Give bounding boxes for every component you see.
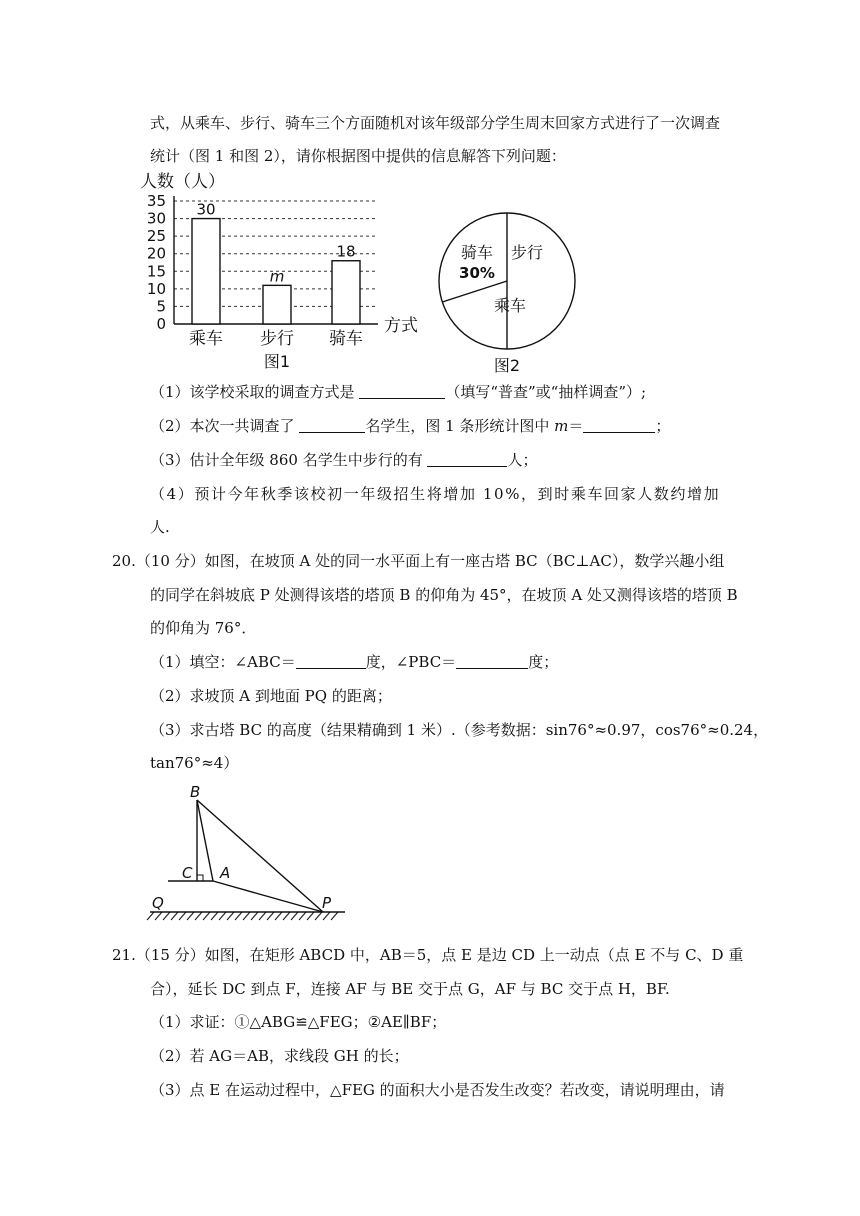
point-c-label: C — [182, 864, 193, 882]
slice-value-label: 30% — [459, 264, 495, 282]
answer-blank[interactable] — [359, 384, 445, 399]
bar — [192, 219, 220, 324]
q21-line-2: 合），延长 DC 到点 F，连接 AF 与 BE 交于点 G，AF 与 BC 交于点 H，BF. — [150, 980, 670, 998]
y-tick-label: 35 — [146, 192, 166, 210]
ground-hatch — [211, 912, 218, 920]
q19-part-2: （2）本次一共调查了 名学生，图 1 条形统计图中 m＝ ； — [150, 417, 671, 435]
y-tick-label: 10 — [146, 279, 166, 298]
y-axis-label: 人数（人） — [140, 172, 225, 192]
ground-hatch — [267, 912, 274, 920]
ground-hatch — [331, 912, 338, 920]
y-tick-label: 0 — [156, 315, 166, 333]
q21-line-1: 21.（15 分）如图，在矩形 ABCD 中，AB＝5，点 E 是边 CD 上一动点（点 E 不与 C、D 重 — [112, 946, 744, 964]
ground-hatch — [171, 912, 178, 920]
bar-chart-figure-1 — [140, 168, 430, 378]
ground-hatch — [299, 912, 306, 920]
chart-title: 图2 — [493, 356, 521, 375]
point-p-label: P — [322, 894, 332, 912]
chart-title: 图1 — [263, 352, 291, 371]
category-label: 骑车 — [329, 329, 363, 349]
q20-part-1: （1）填空：∠ABC＝ 度，∠PBC＝ 度； — [150, 653, 559, 671]
pie-chart-figure-2 — [430, 205, 590, 380]
q20-line-1: 20.（10 分）如图，在坡顶 A 处的同一水平面上有一座古塔 BC（BC⊥AC），数学兴趣小组 — [112, 552, 725, 570]
answer-blank[interactable] — [583, 418, 655, 433]
ground-hatch — [259, 912, 266, 920]
category-label: 步行 — [260, 329, 294, 349]
q21-part-1: （1）求证：①△ABG≌△FEG；②AE∥BF； — [150, 1013, 447, 1031]
y-tick-label: 5 — [156, 297, 166, 316]
q20-part-3a: （3）求古塔 BC 的高度（结果精确到 1 米）.（参考数据：sin76°≈0.97，cos76°≈0.24， — [150, 721, 769, 739]
y-tick-label: 25 — [146, 227, 166, 246]
ground-hatch — [291, 912, 298, 920]
y-tick-label: 15 — [146, 262, 166, 281]
ground-hatch — [275, 912, 282, 920]
ground-hatch — [187, 912, 194, 920]
ground-hatch — [243, 912, 250, 920]
q19-part-1: （1）该学校采取的调查方式是 （填写“普查”或“抽样调查”）; — [150, 383, 647, 401]
intro-line-2: 统计（图 1 和图 2），请你根据图中提供的信息解答下列问题： — [150, 147, 566, 165]
bar — [263, 285, 291, 324]
data-label: 18 — [336, 242, 356, 261]
ground-hatch — [235, 912, 242, 920]
q19-part-3: （3）估计全年级 860 名学生中步行的有 人； — [150, 451, 538, 469]
slice-label: 骑车 — [460, 243, 494, 262]
bar — [332, 261, 360, 324]
answer-blank[interactable] — [427, 452, 507, 467]
ground-hatch — [323, 912, 330, 920]
data-label: 30 — [196, 200, 216, 219]
q21-part-3: （3）点 E 在运动过程中，△FEG 的面积大小是否发生改变？若改变，请说明理由，请 — [150, 1081, 725, 1099]
ground-hatch — [179, 912, 186, 920]
ground-hatch — [251, 912, 258, 920]
point-a-label: A — [220, 864, 231, 882]
q20-part-2: （2）求坡顶 A 到地面 PQ 的距离； — [150, 687, 392, 705]
ground-hatch — [155, 912, 162, 920]
slice-label: 乘车 — [493, 296, 527, 315]
data-label: m — [269, 267, 285, 286]
q20-line-3: 的仰角为 76°． — [150, 619, 257, 637]
ground-hatch — [283, 912, 290, 920]
tower-slope-figure — [140, 780, 380, 930]
ground-hatch — [195, 912, 202, 920]
q20-part-3b: tan76°≈4） — [150, 754, 239, 772]
ground-hatch — [315, 912, 322, 920]
y-tick-label: 30 — [146, 209, 166, 228]
q19-part-4b: 人. — [150, 518, 170, 536]
point-b-label: B — [190, 783, 201, 801]
q19-part-4a: （4）预计今年秋季该校初一年级招生将增加 10%，到时乘车回家人数约增加 — [150, 485, 721, 503]
ground-hatch — [147, 912, 154, 920]
point-q-label: Q — [152, 894, 164, 912]
q20-line-2: 的同学在斜坡底 P 处测得该塔的塔顶 B 的仰角为 45°，在坡顶 A 处又测得该塔的塔顶 B — [150, 586, 738, 604]
y-tick-label: 20 — [146, 244, 166, 263]
category-label: 乘车 — [189, 329, 223, 349]
intro-line-1: 式，从乘车、步行、骑车三个方面随机对该年级部分学生周末回家方式进行了一次调查 — [150, 114, 721, 132]
ground-hatch — [227, 912, 234, 920]
answer-blank[interactable] — [456, 654, 528, 669]
ground-hatch — [307, 912, 314, 920]
answer-blank[interactable] — [296, 654, 366, 669]
x-axis-label: 方式 — [384, 316, 418, 336]
answer-blank[interactable] — [299, 418, 365, 433]
slice-label: 步行 — [510, 243, 544, 262]
ground-hatch — [163, 912, 170, 920]
ground-hatch — [203, 912, 210, 920]
ground-hatch — [219, 912, 226, 920]
q21-part-2: （2）若 AG＝AB，求线段 GH 的长； — [150, 1047, 409, 1065]
